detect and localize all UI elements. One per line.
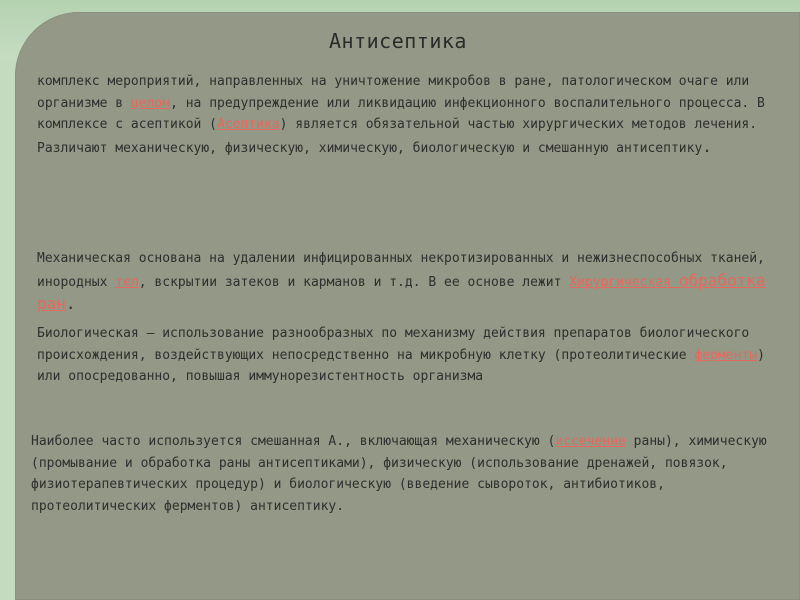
paragraph-mechanical: Механическая основана на удалении инфицированных некротизированных и нежизнеспособных тканей, инородных тел, вскрытии затеков и карманов и т.д. В ее основе лежит Хирургическая обработка ран. — [37, 251, 766, 313]
slide-title: Антисептика — [329, 29, 467, 53]
paragraph-biological: Биологическая — использование разнообразных по механизму действия препаратов биологического происхождения, воздействующих непосредственно на микробную клетку (протеолитические ферменты) или опосредованно, повышая иммунорезистентность организма — [37, 326, 765, 384]
link-surgical-treatment[interactable]: Хирургическая обработка ран — [37, 270, 766, 313]
link-fermenty[interactable]: ферменты — [694, 347, 758, 363]
link-aseptika[interactable]: Асептика — [217, 117, 280, 132]
link-tel[interactable]: тел — [115, 274, 139, 290]
paragraph-mixed: Наиболее часто используется смешанная А., включающая механическую (иссечение раны), химическую (промывание и обработка раны антисептиками), физическую (использование дренажей, повязок, физиотерапевтических процедур) и биологическую (введение сывороток, антибиотиков, протеолитических ферментов) антисептику. — [31, 434, 767, 514]
link-issechenie[interactable]: иссечение — [555, 434, 626, 449]
link-celom[interactable]: целом — [130, 95, 171, 111]
paragraph-definition: комплекс мероприятий, направленных на уничтожение микробов в ране, патологическом очаге или организме в целом, на предупреждение или ликвидацию инфекционного воспалительного процесса. В комплексе с асептикой (Асептика) является обязательной частью хирургических методов лечения. Различают механическую, физическую, химическую, биологическую и смешанную антисептику. — [37, 74, 765, 156]
